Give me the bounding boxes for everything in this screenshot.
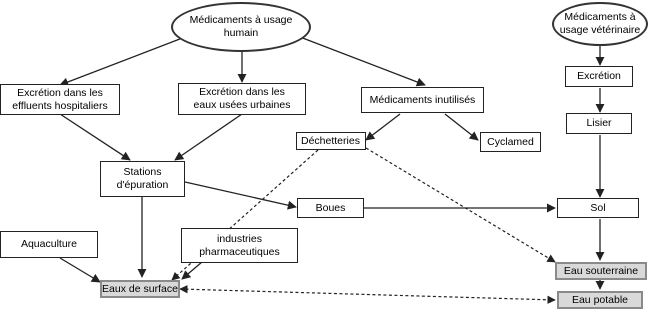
node-lisier: Lisier xyxy=(566,113,632,134)
arrow-urb-stations xyxy=(175,114,242,160)
node-eau-souterraine: Eau souterraine xyxy=(555,262,647,280)
node-eau-potable: Eau potable xyxy=(557,291,643,309)
node-aquaculture: Aquaculture xyxy=(0,231,98,258)
node-excretion-veterinaire: Excrétion xyxy=(565,66,633,87)
node-medicaments-veterinaire: Médicaments à usage vétérinaire xyxy=(552,2,648,46)
arrow-humain-hosp xyxy=(60,37,185,85)
arrow-aquaculture-surface xyxy=(60,258,100,282)
arrow-humain-inutilises xyxy=(300,37,425,85)
node-industries-pharmaceutiques: industries pharmaceutiques xyxy=(181,228,298,263)
arrow-inutilises-cyclamed xyxy=(445,114,478,140)
dashed-decheteries-souterraine xyxy=(366,148,555,262)
node-medicaments-inutilises: Médicaments inutilisés xyxy=(361,87,484,113)
node-medicaments-humain: Médicaments à usage humain xyxy=(171,2,311,52)
node-eaux-de-surface: Eaux de surface xyxy=(100,280,180,298)
arrow-inutilises-decheteries xyxy=(366,114,400,140)
node-decheteries: Déchetteries xyxy=(296,132,366,150)
node-excretion-urbaines: Excrétion dans les eaux usées urbaines xyxy=(178,83,306,115)
arrow-hosp-stations xyxy=(60,114,130,160)
node-excretion-hospitaliers: Excrétion dans les effluents hospitaliers xyxy=(0,84,120,115)
node-boues: Boues xyxy=(297,198,364,218)
node-sol: Sol xyxy=(557,198,639,218)
arrow-stations-boues xyxy=(185,182,296,207)
arrow-industries-surface xyxy=(182,262,202,279)
node-stations-epuration: Stations d'épuration xyxy=(100,161,185,197)
dashed-surface-potable xyxy=(180,289,555,300)
node-cyclamed: Cyclamed xyxy=(480,132,541,152)
